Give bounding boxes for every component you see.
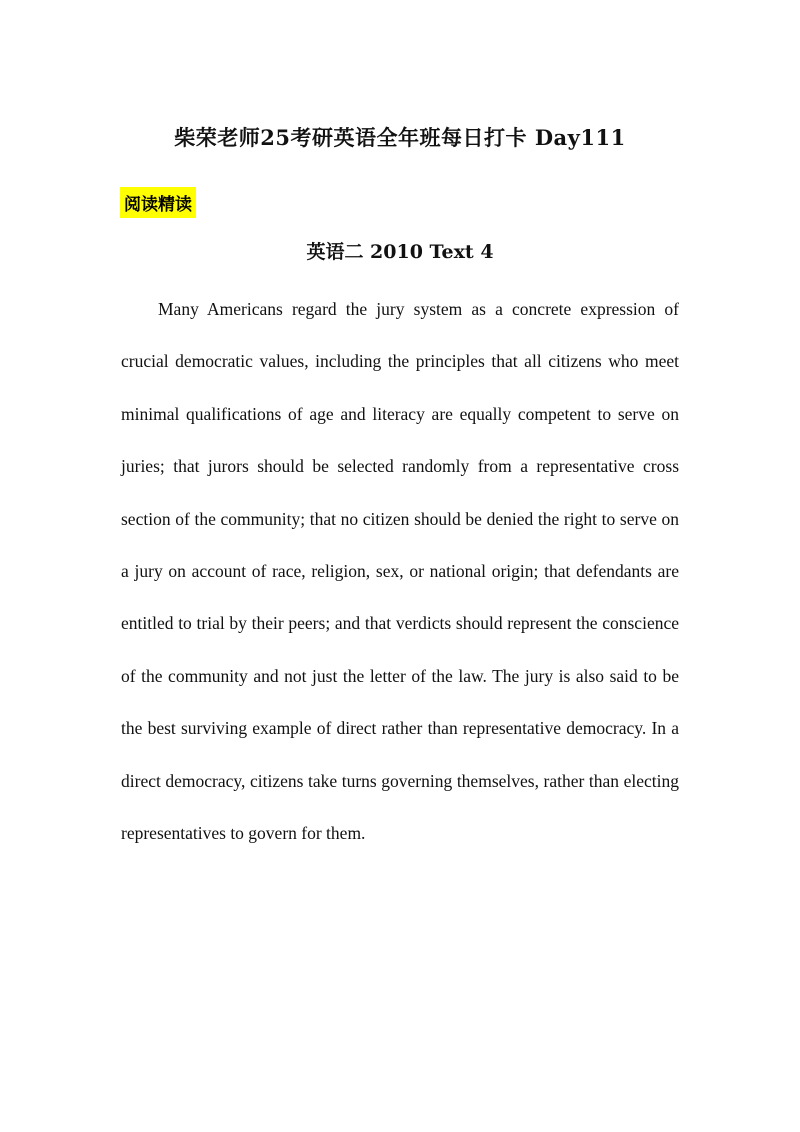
article-title: 英语二 2010 Text 4 (306, 241, 494, 263)
article-paragraph: Many Americans regard the jury system as a concrete expression of crucial democratic values, including the principles that all citizens who meet minimal qualifications of age and literacy are equally competent to serve on juries; that jurors should be selected randomly from a representative cross section of the community; that no citizen should be denied the right to serve on a jury on account of race, religion, sex, or national origin; that defendants are entitled to trial by their peers; and that verdicts should represent the conscience of the community and not just the letter of the law. The jury is also said to be the best surviving example of direct rather than representative democracy. In a direct democracy, citizens take turns governing themselves, rather than electing representatives to govern for them. (121, 299, 679, 844)
section-label-highlight: 阅读精读 (120, 187, 196, 218)
page-title: 柴荣老师25考研英语全年班每日打卡 Day111 (174, 125, 626, 150)
